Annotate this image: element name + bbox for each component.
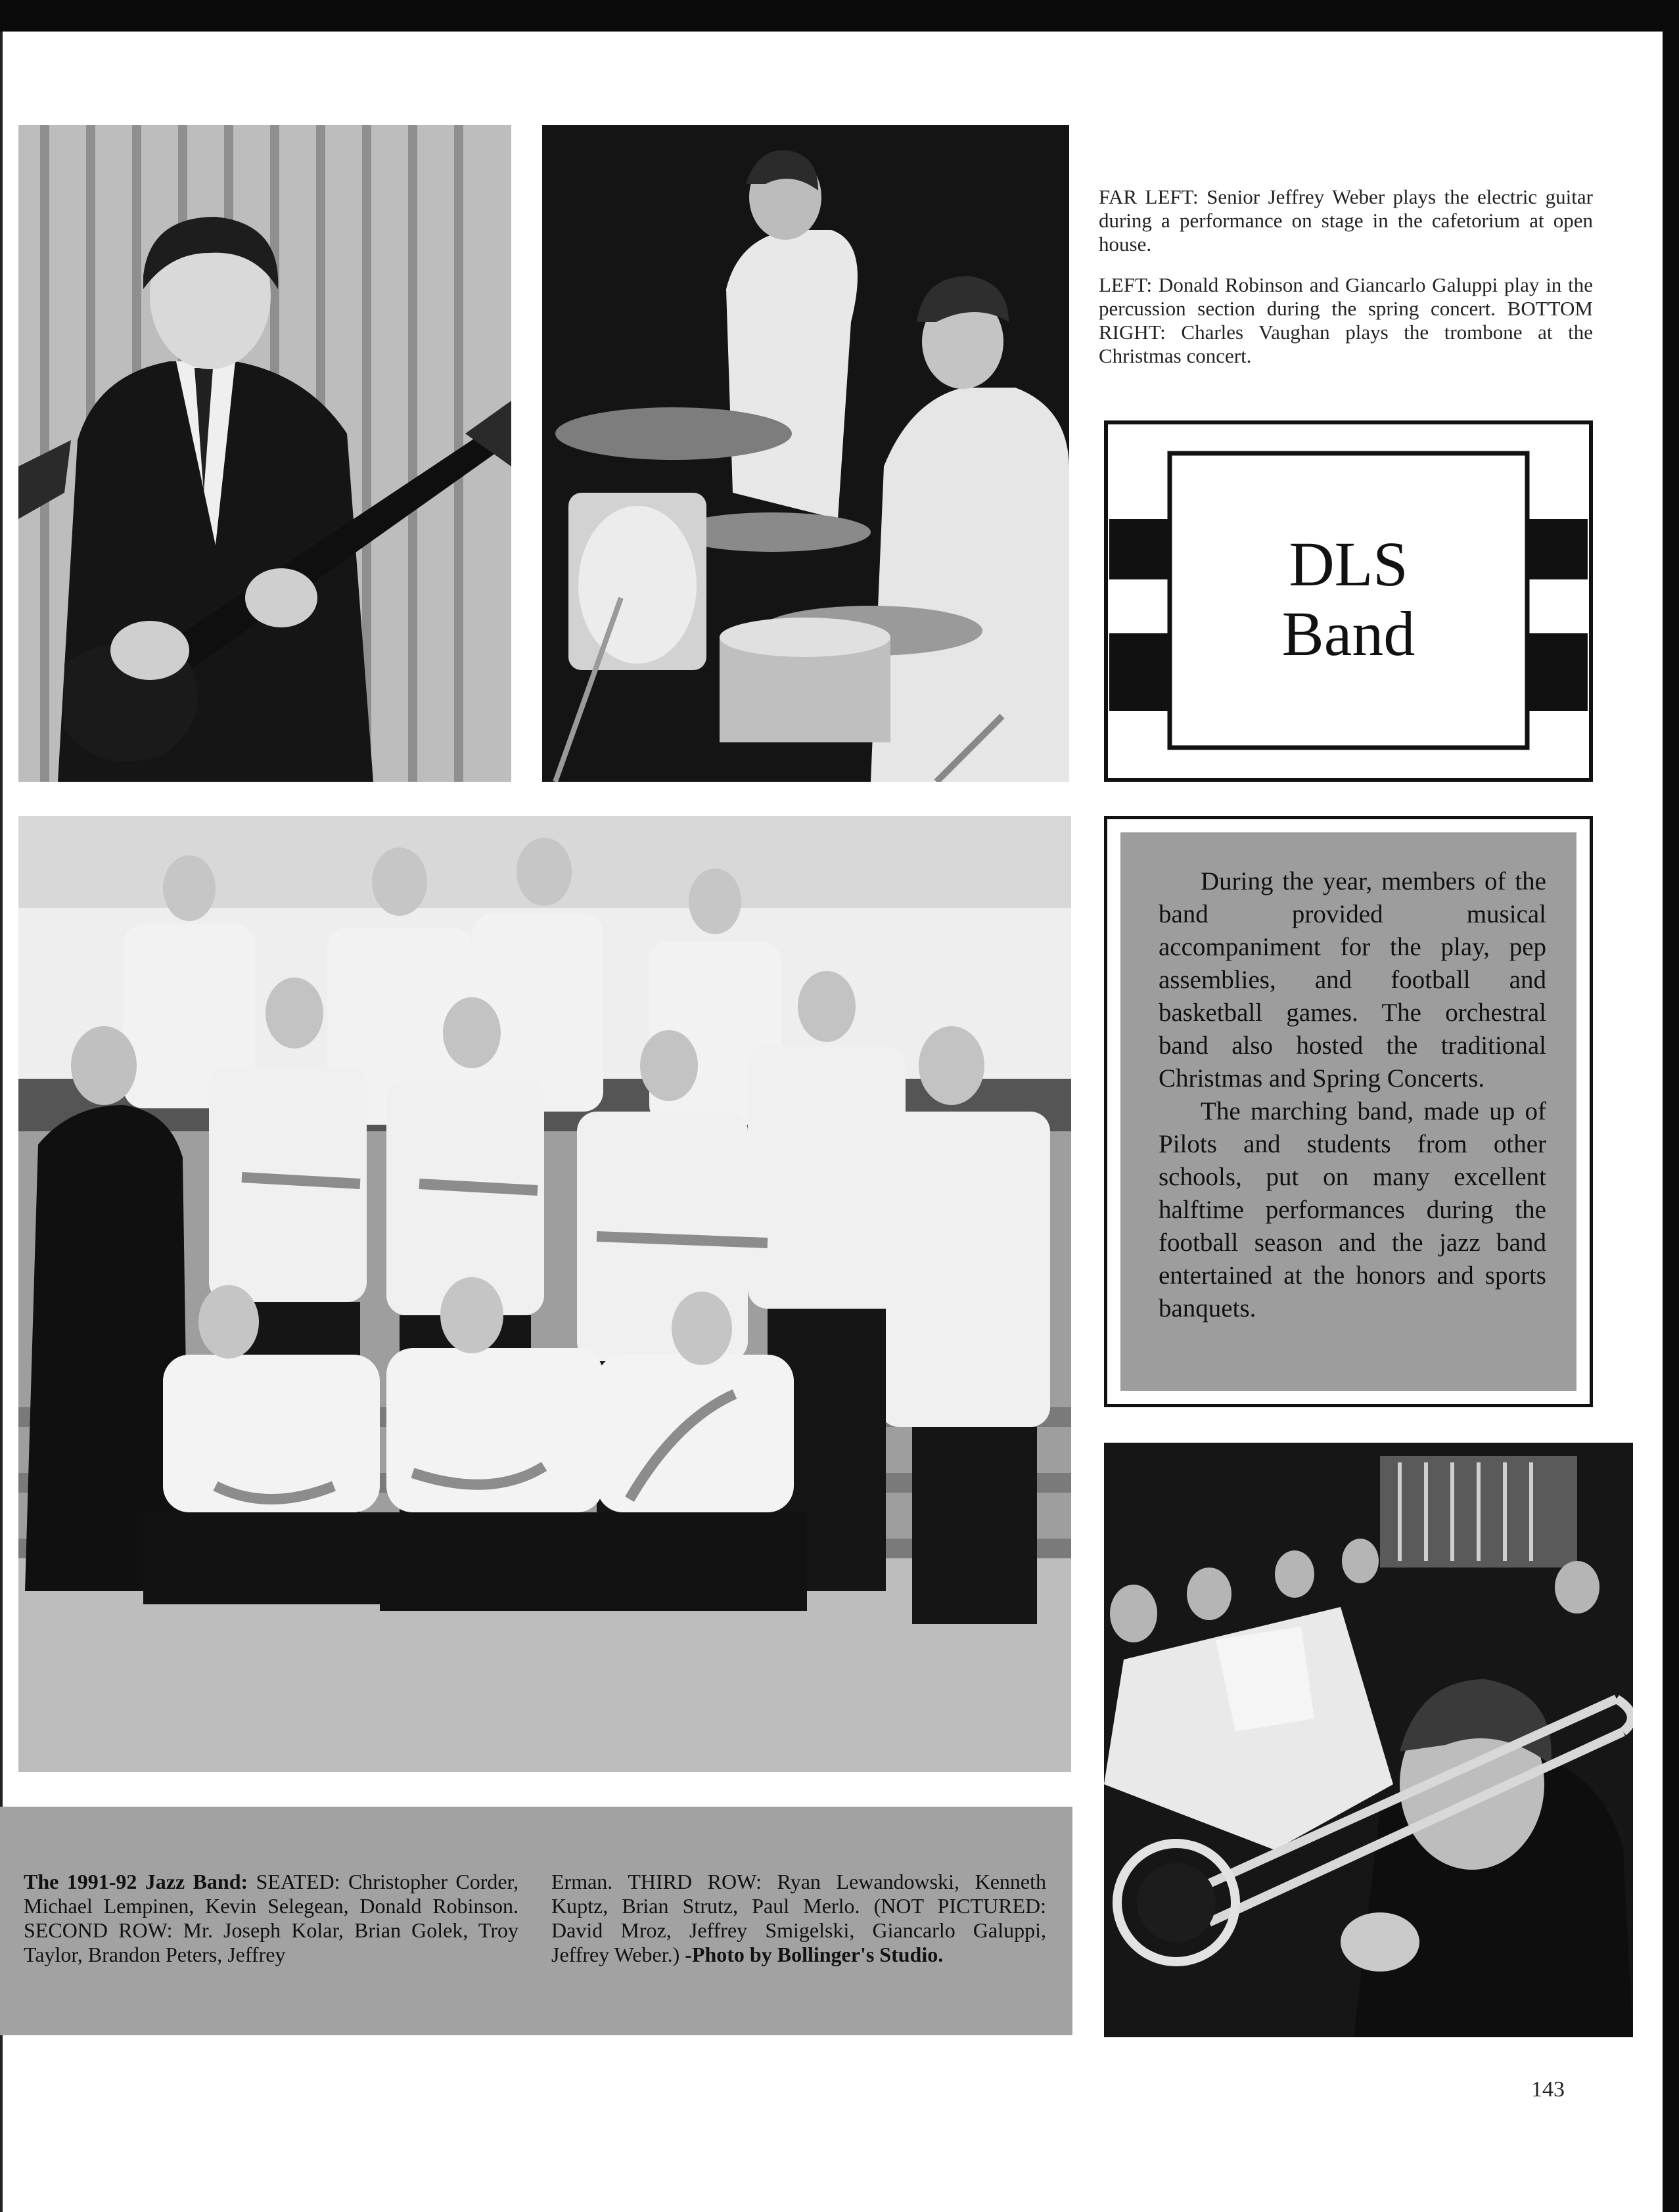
left-bottom-caption: LEFT: Donald Robinson and Giancarlo Galuppi play in the percussion section during the spring concert. BOTTOM RIGHT: Charles Vaughan plays the trombone at the Christmas concert. <box>1099 273 1593 367</box>
caption-column-1 <box>24 1870 518 1967</box>
top-border <box>0 0 1679 32</box>
guitarist-photo <box>18 125 511 782</box>
body-text-panel <box>1120 832 1576 1391</box>
caption-column-2 <box>551 1870 1046 1967</box>
title-line-2: Band <box>1281 598 1415 669</box>
drummers-photo <box>542 125 1069 782</box>
far-left-caption: FAR LEFT: Senior Jeffrey Weber plays the electric guitar during a performance on stage in the cafetorium at open house. <box>1099 185 1593 256</box>
title-line-1: DLS <box>1289 529 1408 599</box>
trombone-player-photo <box>1104 1443 1633 2037</box>
jazz-band-caption <box>0 1807 1072 2035</box>
title-box <box>1104 420 1593 782</box>
caption-text-1: SEATED: Christopher Corder, Michael Lempinen, Kevin Selegean, Donald Robinson. SECOND ROW: Mr. Joseph Kolar, Brian Golek, Troy Taylor, Brandon Peters, Jeffrey <box>24 1870 519 1966</box>
body-paragraph-1: During the year, members of the band provided musical accompaniment for the play, pep assemblies, and football and basketball games. The orchestral band also hosted the traditional Christmas and Spring Concerts. <box>1159 867 1546 1093</box>
body-text-frame <box>1104 816 1593 1407</box>
body-paragraph-2: The marching band, made up of Pilots and students from other schools, put on many excellent halftime performances during the football season and the jazz band entertained at the honors and sports banquets. <box>1159 1097 1546 1322</box>
top-photo-captions <box>1099 185 1593 385</box>
caption-lead: The 1991-92 Jazz Band: <box>24 1870 248 1893</box>
photo-credit: -Photo by Bollinger's Studio. <box>685 1943 944 1966</box>
jazz-band-group-photo <box>18 816 1071 1772</box>
caption-text-2: Erman. THIRD ROW: Ryan Lewandowski, Kenneth Kuptz, Brian Strutz, Paul Merlo. (NOT PICTURED: David Mroz, Jeffrey Smigelski, Giancarlo Galuppi, Jeffrey Weber.) <box>551 1870 1046 1966</box>
page-number: 143 <box>1531 2077 1565 2102</box>
right-edge <box>1663 32 1679 2212</box>
